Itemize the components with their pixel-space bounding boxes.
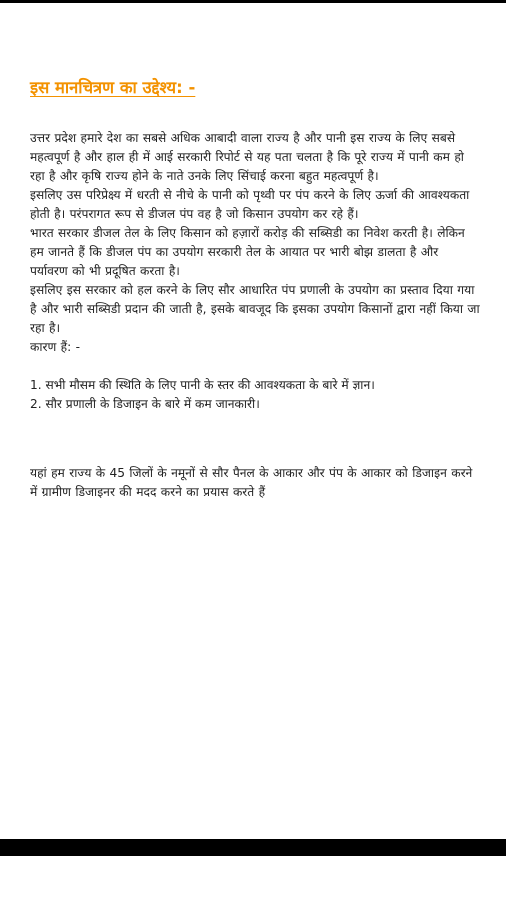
- paragraph-energy: इसलिए उस परिप्रेक्ष्य में धरती से नीचे के पानी को पृथ्वी पर पंप करने के लिए ऊर्जा की आवश्यकता होती है। परंपरागत रूप से डीजल पंप वह है जो किसान उपयोग कर रहे हैं।: [30, 188, 470, 221]
- reasons-list: [30, 376, 480, 414]
- bottom-area: [0, 856, 506, 900]
- page-title: इस मानचित्रण का उद्देश्य: -: [30, 78, 196, 97]
- document-page[interactable]: [0, 3, 506, 839]
- list-item: 1. सभी मौसम की स्थिति के लिए पानी के स्तर की आवश्यकता के बारे में ज्ञान।: [30, 378, 375, 392]
- paragraph-intro: उत्तर प्रदेश हमारे देश का सबसे अधिक आबादी वाला राज्य है और पानी इस राज्य के लिए सबसे महत्वपूर्ण है और हाल ही में आई सरकारी रिपोर्ट से यह पता चलता है कि पूरे राज्य में पानी कम हो रहा है और कृषि राज्य होने के नाते उनके लिए सिंचाई करना बहुत महत्वपूर्ण है।: [30, 131, 464, 183]
- document-content: [30, 77, 480, 502]
- bottom-bar: [0, 839, 506, 856]
- paragraph-solar-proposal: इसलिए इस सरकार को हल करने के लिए सौर आधारित पंप प्रणाली के उपयोग का प्रस्ताव दिया गया है और भारी सब्सिडी प्रदान की जाती है, इसके बावजूद कि इसका उपयोग किसानों द्वारा नहीं किया जा रहा है।: [30, 283, 480, 335]
- list-item: 2. सौर प्रणाली के डिजाइन के बारे में कम जानकारी।: [30, 397, 260, 411]
- paragraph-subsidy: भारत सरकार डीजल तेल के लिए किसान को हज़ारों करोड़ की सब्सिडी का निवेश करती है। लेकिन हम जानते हैं कि डीजल पंप का उपयोग सरकारी तेल के आयात पर भारी बोझ डालता है और पर्यावरण को भी प्रदूषित करता है।: [30, 226, 465, 278]
- paragraph-reasons-label: कारण हैं: -: [30, 340, 81, 354]
- paragraph-closing: यहां हम राज्य के 45 जिलों के नमूनों से सौर पैनल के आकार और पंप के आकार को डिजाइन करने में ग्रामीण डिजाइनर की मदद करने का प्रयास करते हैं: [30, 466, 473, 499]
